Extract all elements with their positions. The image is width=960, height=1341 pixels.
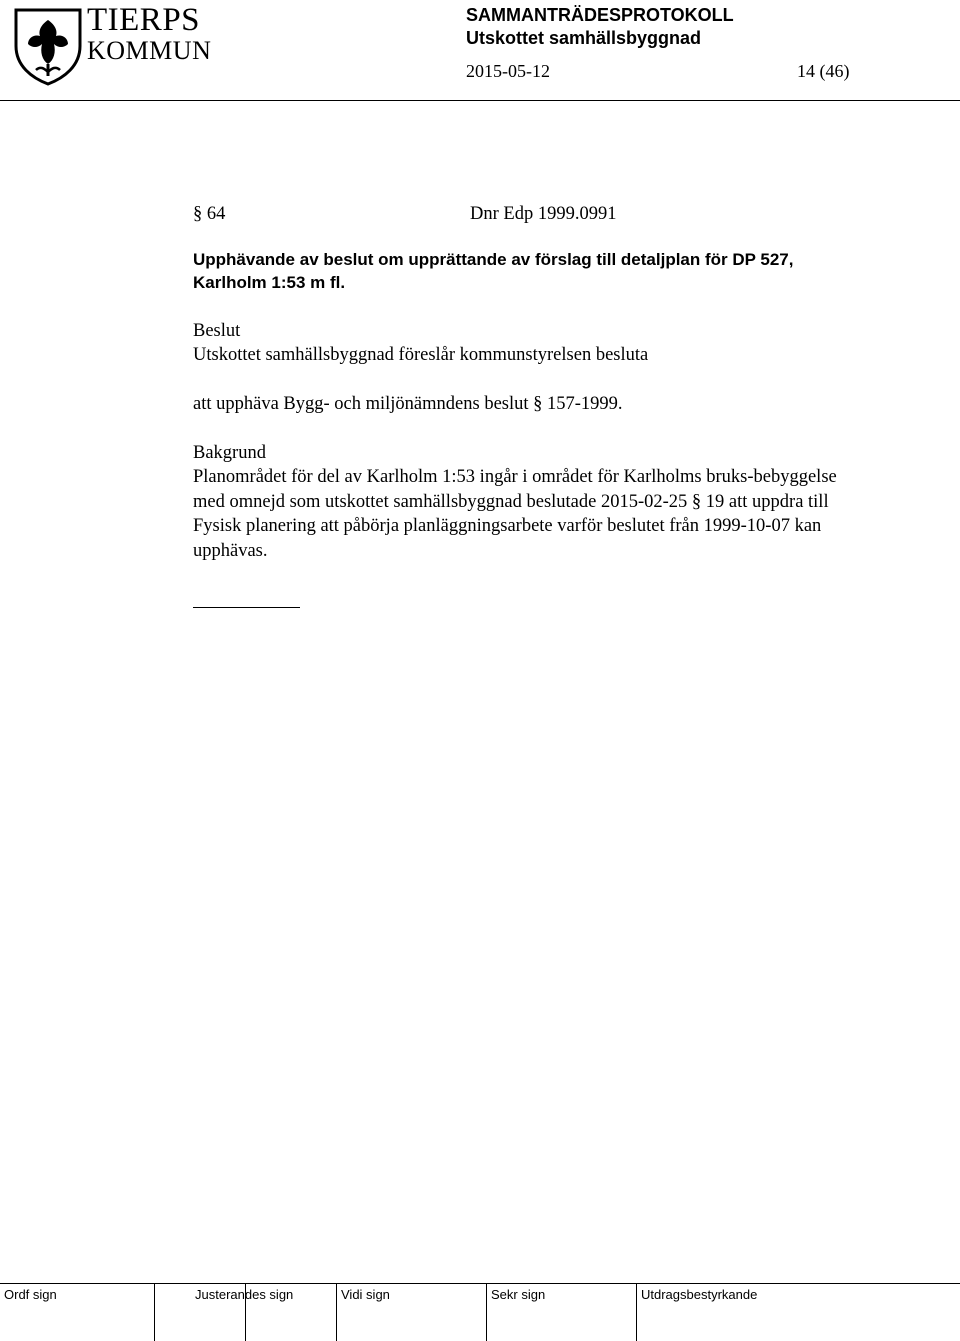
footer-label-sekr-sign: Sekr sign <box>491 1287 546 1302</box>
section-heading-bakgrund: Bakgrund <box>193 443 266 463</box>
document-type: SAMMANTRÄDESPROTOKOLL <box>466 5 734 25</box>
coat-of-arms-icon <box>12 6 84 86</box>
end-divider <box>193 607 300 608</box>
committee-name: Utskottet samhällsbyggnad <box>466 28 702 48</box>
footer-label-vidi-sign: Vidi sign <box>341 1287 390 1302</box>
meeting-date: 2015-05-12 <box>466 61 550 81</box>
footer-label-utdragsbestyrkande: Utdragsbestyrkande <box>641 1287 758 1302</box>
paragraph-number: § 64 <box>193 204 226 224</box>
diary-number: Dnr Edp 1999.0991 <box>470 204 617 224</box>
beslut-decision: att upphäva Bygg- och miljönämndens beslut § 157-1999. <box>193 394 623 414</box>
section-heading-beslut: Beslut <box>193 321 241 341</box>
footer-cell-utdrag <box>636 1284 960 1341</box>
beslut-proposal: Utskottet samhällsbyggnad föreslår kommunstyrelsen besluta <box>193 345 649 365</box>
footer-label-justerandes-sign: Justerandes sign <box>195 1287 294 1302</box>
item-title: Upphävande av beslut om upprättande av förslag till detaljplan för DP 527, Karlholm 1:53 m fl. <box>193 250 794 292</box>
footer-cell-justerandes <box>154 1284 294 1341</box>
header-divider <box>0 100 960 101</box>
logo-text-kommun: KOMMUN <box>87 36 212 65</box>
footer-cell-justerandes-2 <box>245 1284 336 1341</box>
page-number: 14 (46) <box>797 61 850 81</box>
footer-label-ordf-sign: Ordf sign <box>4 1287 57 1302</box>
footer-cell-ordf <box>0 1284 154 1341</box>
bakgrund-paragraph: Planområdet för del av Karlholm 1:53 ingår i området för Karlholms bruks-bebyggelse med omnejd som utskottet samhällsbyggnad beslutade 2015-02-25 § 19 att uppdra till Fysisk planering att påbörja planläggningsarbete varför beslutet från 1999-10-07 kan upphävas. <box>193 467 837 561</box>
footer-cell-sekr <box>486 1284 636 1341</box>
logo-text-tierps: TIERPS <box>87 2 201 38</box>
footer-cell-vidi <box>336 1284 486 1341</box>
